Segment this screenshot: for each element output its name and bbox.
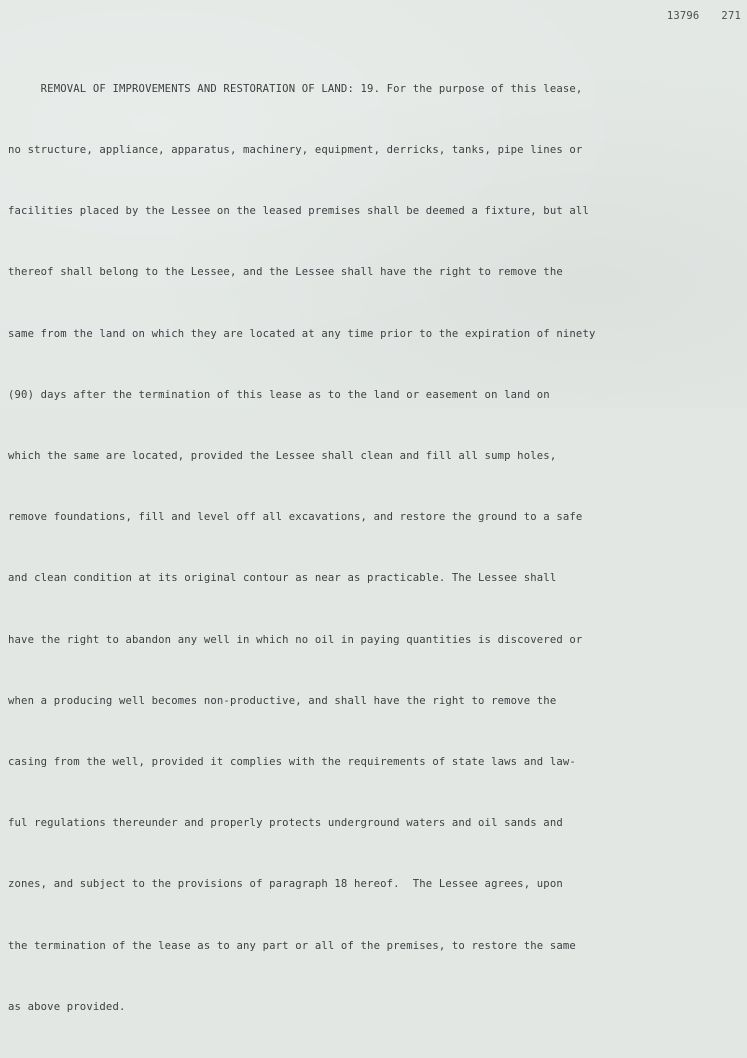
text-line: same from the land on which they are located at any time prior to the expiration of ninety — [8, 327, 596, 340]
text-line: thereof shall belong to the Lessee, and the Lessee shall have the right to remove the — [8, 266, 563, 279]
text-line: and clean condition at its original contour as near as practicable. The Lessee shall — [8, 572, 557, 585]
lease-paragraph-19 — [8, 38, 743, 1058]
page-number: 271 — [721, 10, 741, 22]
text-line: the termination of the lease as to any part or all of the premises, to restore the same — [8, 939, 576, 952]
text-line: casing from the well, provided it complies with the requirements of state laws and law- — [8, 756, 576, 769]
text-line: have the right to abandon any well in which no oil in paying quantities is discovered or — [8, 633, 583, 646]
text-line: as above provided. — [8, 1000, 126, 1013]
text-line: which the same are located, provided the Lessee shall clean and fill all sump holes, — [8, 450, 557, 463]
text-line: no structure, appliance, apparatus, machinery, equipment, derricks, tanks, pipe lines or — [8, 144, 583, 157]
text-line: REMOVAL OF IMPROVEMENTS AND RESTORATION OF LAND: 19. For the purpose of this lease, — [8, 82, 583, 95]
text-line: when a producing well becomes non-productive, and shall have the right to remove the — [8, 694, 557, 707]
text-line: (90) days after the termination of this lease as to the land or easement on land on — [8, 388, 550, 401]
document-number: 13796 — [666, 10, 700, 22]
text-line: facilities placed by the Lessee on the leased premises shall be deemed a fixture, but all — [8, 205, 589, 218]
text-line: ful regulations thereunder and properly protects underground waters and oil sands and — [8, 817, 563, 830]
page-header — [667, 10, 741, 22]
text-line: zones, and subject to the provisions of paragraph 18 hereof. The Lessee agrees, upon — [8, 878, 563, 891]
text-line: remove foundations, fill and level off all excavations, and restore the ground to a safe — [8, 511, 583, 524]
